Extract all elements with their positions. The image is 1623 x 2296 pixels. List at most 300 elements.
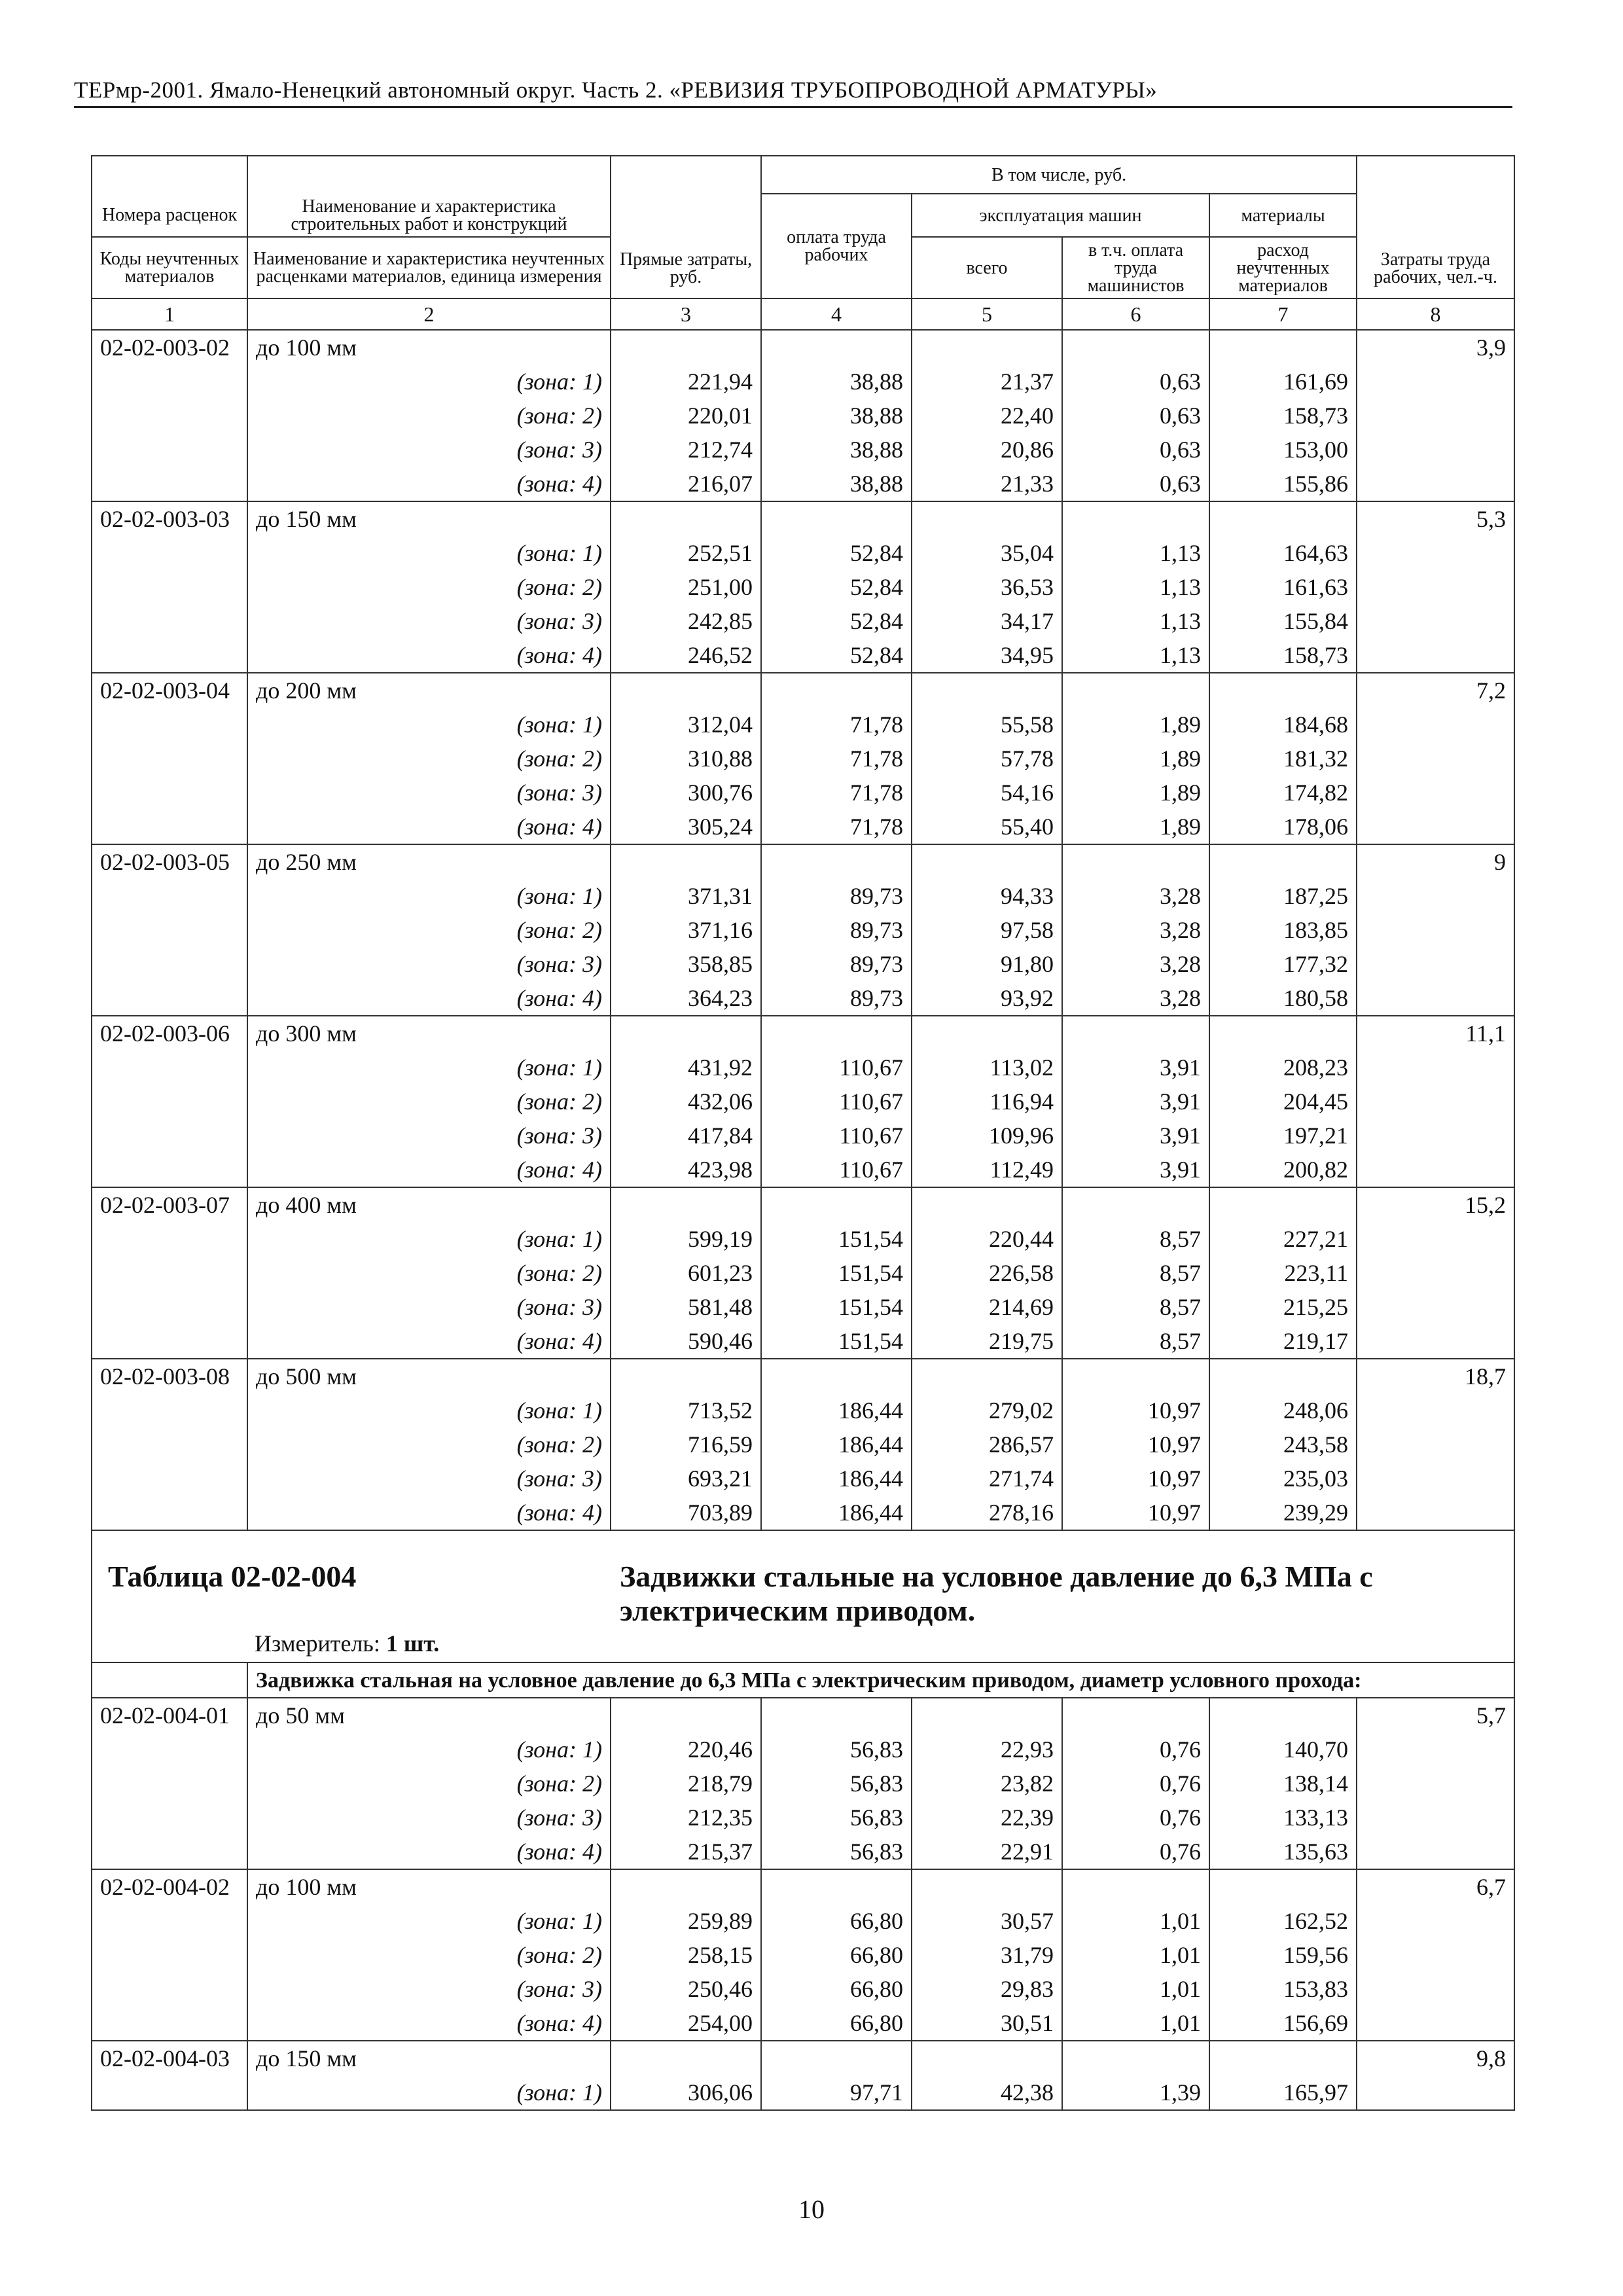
operator-wages: 3,91: [1062, 1050, 1209, 1085]
machines-total: 286,57: [912, 1427, 1062, 1462]
operator-wages: 3,28: [1062, 981, 1209, 1016]
empty-cell: [92, 1256, 247, 1290]
header-wages: оплата труда рабочих: [761, 194, 912, 298]
empty-cell: [1209, 1698, 1357, 1732]
empty-cell: [611, 1869, 761, 1904]
zone-row: [92, 913, 1514, 947]
direct-costs: 246,52: [611, 638, 761, 673]
empty-cell: [92, 1324, 247, 1359]
empty-cell: [1357, 810, 1514, 844]
direct-costs: 703,89: [611, 1496, 761, 1530]
machines-total: 22,40: [912, 399, 1062, 433]
header-blank: [92, 156, 247, 194]
zone-label: (зона: 2): [247, 1938, 611, 1972]
empty-cell: [1209, 673, 1357, 708]
empty-cell: [912, 844, 1062, 879]
direct-costs: 358,85: [611, 947, 761, 981]
rate-row: [92, 844, 1514, 879]
machines-total: 36,53: [912, 570, 1062, 604]
empty-cell: [92, 913, 247, 947]
empty-cell: [1357, 1119, 1514, 1153]
zone-label: (зона: 2): [247, 913, 611, 947]
page-number: 10: [798, 2195, 825, 2224]
empty-cell: [92, 708, 247, 742]
zone-row: [92, 1767, 1514, 1801]
empty-cell: [92, 1222, 247, 1256]
empty-cell: [611, 673, 761, 708]
machines-total: 23,82: [912, 1767, 1062, 1801]
zone-row: [92, 570, 1514, 604]
operator-wages: 10,97: [1062, 1427, 1209, 1462]
rate-name: до 500 мм: [247, 1359, 611, 1393]
rate-name: до 250 мм: [247, 844, 611, 879]
empty-cell: [1062, 673, 1209, 708]
rate-name: до 400 мм: [247, 1187, 611, 1222]
zone-row: [92, 1462, 1514, 1496]
materials-cost: 239,29: [1209, 1496, 1357, 1530]
empty-cell: [92, 1801, 247, 1835]
header-name: Наименование и характеристика строительных работ и конструкций: [247, 194, 611, 237]
materials-cost: 183,85: [1209, 913, 1357, 947]
empty-cell: [912, 1187, 1062, 1222]
empty-cell: [611, 1359, 761, 1393]
empty-cell: [92, 1290, 247, 1324]
direct-costs: 713,52: [611, 1393, 761, 1427]
empty-cell: [92, 1050, 247, 1085]
direct-costs: 252,51: [611, 536, 761, 570]
rate-code: 02-02-003-05: [92, 844, 247, 879]
direct-costs: 693,21: [611, 1462, 761, 1496]
worker-wages: 56,83: [761, 1767, 912, 1801]
zone-row: [92, 776, 1514, 810]
materials-cost: 133,13: [1209, 1801, 1357, 1835]
rate-code: 02-02-003-07: [92, 1187, 247, 1222]
materials-cost: 177,32: [1209, 947, 1357, 981]
direct-costs: 216,07: [611, 467, 761, 501]
zone-label: (зона: 3): [247, 604, 611, 638]
zone-row: [92, 1938, 1514, 1972]
worker-wages: 89,73: [761, 947, 912, 981]
machines-total: 22,91: [912, 1835, 1062, 1869]
empty-cell: [92, 1496, 247, 1530]
operator-wages: 10,97: [1062, 1462, 1209, 1496]
materials-cost: 159,56: [1209, 1938, 1357, 1972]
materials-cost: 161,63: [1209, 570, 1357, 604]
empty-cell: [611, 2041, 761, 2075]
header-codes: Номера расценок: [92, 194, 247, 237]
operator-wages: 1,13: [1062, 536, 1209, 570]
materials-cost: 156,69: [1209, 2006, 1357, 2041]
empty-cell: [1062, 330, 1209, 365]
empty-cell: [1357, 1290, 1514, 1324]
materials-cost: 181,32: [1209, 742, 1357, 776]
machines-total: 109,96: [912, 1119, 1062, 1153]
machines-total: 42,38: [912, 2075, 1062, 2110]
worker-wages: 71,78: [761, 810, 912, 844]
machines-total: 278,16: [912, 1496, 1062, 1530]
materials-cost: 204,45: [1209, 1085, 1357, 1119]
machines-total: 271,74: [912, 1462, 1062, 1496]
machines-total: 21,37: [912, 365, 1062, 399]
zone-row: [92, 1904, 1514, 1938]
operator-wages: 3,91: [1062, 1153, 1209, 1187]
empty-cell: [92, 1153, 247, 1187]
materials-cost: 215,25: [1209, 1290, 1357, 1324]
materials-cost: 248,06: [1209, 1393, 1357, 1427]
operator-wages: 0,76: [1062, 1835, 1209, 1869]
rate-name: до 150 мм: [247, 2041, 611, 2075]
worker-wages: 56,83: [761, 1835, 912, 1869]
header-material-names: Наименование и характеристика неучтенных расценками материалов, единица измерения: [247, 237, 611, 298]
materials-cost: 180,58: [1209, 981, 1357, 1016]
zone-label: (зона: 4): [247, 638, 611, 673]
empty-cell: [1062, 1869, 1209, 1904]
operator-wages: 1,01: [1062, 1972, 1209, 2006]
operator-wages: 3,28: [1062, 913, 1209, 947]
worker-wages: 89,73: [761, 879, 912, 913]
rate-code: 02-02-004-01: [92, 1698, 247, 1732]
zone-row: [92, 1290, 1514, 1324]
header-materials-use: расход неучтенных материалов: [1209, 237, 1357, 298]
zone-label: (зона: 4): [247, 467, 611, 501]
empty-cell: [1357, 1767, 1514, 1801]
empty-cell: [92, 1904, 247, 1938]
direct-costs: 212,35: [611, 1801, 761, 1835]
operator-wages: 0,76: [1062, 1767, 1209, 1801]
zone-label: (зона: 3): [247, 947, 611, 981]
empty-cell: [1209, 501, 1357, 536]
empty-cell: [761, 673, 912, 708]
empty-cell: [1357, 1938, 1514, 1972]
operator-wages: 8,57: [1062, 1222, 1209, 1256]
materials-cost: 219,17: [1209, 1324, 1357, 1359]
worker-wages: 186,44: [761, 1462, 912, 1496]
direct-costs: 590,46: [611, 1324, 761, 1359]
empty-cell: [92, 365, 247, 399]
column-number: 8: [1357, 298, 1514, 330]
machines-total: 35,04: [912, 536, 1062, 570]
worker-wages: 66,80: [761, 1938, 912, 1972]
operator-wages: 0,63: [1062, 399, 1209, 433]
empty-cell: [92, 1393, 247, 1427]
rate-row: [92, 1869, 1514, 1904]
rate-row: [92, 501, 1514, 536]
empty-cell: [1357, 913, 1514, 947]
labor-hours: 18,7: [1357, 1359, 1514, 1393]
zone-row: [92, 1496, 1514, 1530]
materials-cost: 200,82: [1209, 1153, 1357, 1187]
empty-cell: [92, 879, 247, 913]
labor-hours: 9: [1357, 844, 1514, 879]
materials-cost: 155,86: [1209, 467, 1357, 501]
rate-code: 02-02-003-06: [92, 1016, 247, 1050]
rate-row: [92, 1187, 1514, 1222]
direct-costs: 300,76: [611, 776, 761, 810]
machines-total: 55,58: [912, 708, 1062, 742]
machines-total: 93,92: [912, 981, 1062, 1016]
zone-label: (зона: 4): [247, 2006, 611, 2041]
operator-wages: 3,28: [1062, 947, 1209, 981]
zone-row: [92, 638, 1514, 673]
labor-hours: 9,8: [1357, 2041, 1514, 2075]
empty-cell: [1357, 399, 1514, 433]
worker-wages: 89,73: [761, 913, 912, 947]
empty-cell: [1357, 879, 1514, 913]
empty-cell: [1357, 1324, 1514, 1359]
zone-row: [92, 1153, 1514, 1187]
empty-cell: [912, 1016, 1062, 1050]
direct-costs: 601,23: [611, 1256, 761, 1290]
zone-label: (зона: 1): [247, 1393, 611, 1427]
worker-wages: 151,54: [761, 1290, 912, 1324]
machines-total: 31,79: [912, 1938, 1062, 1972]
direct-costs: 423,98: [611, 1153, 761, 1187]
empty-cell: [611, 1016, 761, 1050]
operator-wages: 0,63: [1062, 365, 1209, 399]
operator-wages: 0,76: [1062, 1732, 1209, 1767]
empty-cell: [1062, 2041, 1209, 2075]
zone-label: (зона: 3): [247, 1972, 611, 2006]
operator-wages: 1,89: [1062, 742, 1209, 776]
worker-wages: 151,54: [761, 1324, 912, 1359]
worker-wages: 89,73: [761, 981, 912, 1016]
machines-total: 214,69: [912, 1290, 1062, 1324]
empty-cell: [92, 1427, 247, 1462]
zone-row: [92, 981, 1514, 1016]
empty-cell: [1357, 776, 1514, 810]
materials-cost: 153,00: [1209, 433, 1357, 467]
empty-cell: [92, 1732, 247, 1767]
header-group-materials: материалы: [1209, 194, 1357, 237]
direct-costs: 259,89: [611, 1904, 761, 1938]
empty-cell: [92, 2075, 247, 2110]
machines-total: 29,83: [912, 1972, 1062, 2006]
empty-cell: [92, 1462, 247, 1496]
caption-row: [92, 1530, 1514, 1662]
worker-wages: 186,44: [761, 1427, 912, 1462]
operator-wages: 1,89: [1062, 776, 1209, 810]
empty-cell: [611, 844, 761, 879]
empty-cell: [1357, 1393, 1514, 1427]
empty-cell: [912, 1869, 1062, 1904]
empty-cell: [92, 810, 247, 844]
materials-cost: 178,06: [1209, 810, 1357, 844]
empty-cell: [1357, 1256, 1514, 1290]
empty-cell: [92, 467, 247, 501]
rate-name: до 100 мм: [247, 330, 611, 365]
operator-wages: 10,97: [1062, 1393, 1209, 1427]
empty-cell: [912, 330, 1062, 365]
worker-wages: 97,71: [761, 2075, 912, 2110]
direct-costs: 417,84: [611, 1119, 761, 1153]
measure-value: 1 шт.: [385, 1630, 440, 1657]
materials-cost: 138,14: [1209, 1767, 1357, 1801]
empty-cell: [1357, 1222, 1514, 1256]
zone-row: [92, 2075, 1514, 2110]
empty-cell: [92, 399, 247, 433]
column-number: 2: [247, 298, 611, 330]
worker-wages: 52,84: [761, 638, 912, 673]
zone-label: (зона: 2): [247, 570, 611, 604]
empty-cell: [761, 1869, 912, 1904]
empty-cell: [912, 2041, 1062, 2075]
operator-wages: 1,13: [1062, 638, 1209, 673]
empty-cell: [92, 981, 247, 1016]
worker-wages: 38,88: [761, 365, 912, 399]
rate-code: 02-02-004-02: [92, 1869, 247, 1904]
zone-label: (зона: 4): [247, 1153, 611, 1187]
labor-hours: 5,7: [1357, 1698, 1514, 1732]
zone-row: [92, 1050, 1514, 1085]
empty-cell: [1357, 1050, 1514, 1085]
machines-total: 34,17: [912, 604, 1062, 638]
worker-wages: 71,78: [761, 742, 912, 776]
worker-wages: 66,80: [761, 1904, 912, 1938]
empty-cell: [761, 1698, 912, 1732]
direct-costs: 220,01: [611, 399, 761, 433]
empty-cell: [1209, 1869, 1357, 1904]
zone-label: (зона: 1): [247, 1050, 611, 1085]
direct-costs: 215,37: [611, 1835, 761, 1869]
materials-cost: 164,63: [1209, 536, 1357, 570]
empty-cell: [761, 1359, 912, 1393]
operator-wages: 1,89: [1062, 810, 1209, 844]
rate-row: [92, 1698, 1514, 1732]
zone-row: [92, 433, 1514, 467]
empty-cell: [92, 1662, 247, 1698]
zone-row: [92, 1732, 1514, 1767]
zone-label: (зона: 1): [247, 365, 611, 399]
direct-costs: 432,06: [611, 1085, 761, 1119]
worker-wages: 71,78: [761, 708, 912, 742]
machines-total: 112,49: [912, 1153, 1062, 1187]
direct-costs: 364,23: [611, 981, 761, 1016]
direct-costs: 212,74: [611, 433, 761, 467]
rate-code: 02-02-003-04: [92, 673, 247, 708]
empty-cell: [761, 330, 912, 365]
direct-costs: 221,94: [611, 365, 761, 399]
direct-costs: 251,00: [611, 570, 761, 604]
empty-cell: [1357, 1462, 1514, 1496]
empty-cell: [1357, 981, 1514, 1016]
operator-wages: 0,63: [1062, 433, 1209, 467]
rate-row: [92, 1016, 1514, 1050]
direct-costs: 254,00: [611, 2006, 761, 2041]
zone-label: (зона: 2): [247, 1767, 611, 1801]
empty-cell: [1209, 330, 1357, 365]
zone-row: [92, 1835, 1514, 1869]
empty-cell: [1357, 536, 1514, 570]
empty-cell: [1357, 1972, 1514, 2006]
worker-wages: 52,84: [761, 570, 912, 604]
table-number: Таблица 02-02-004: [108, 1560, 357, 1593]
machines-total: 54,16: [912, 776, 1062, 810]
labor-hours: 5,3: [1357, 501, 1514, 536]
labor-hours: 15,2: [1357, 1187, 1514, 1222]
machines-total: 20,86: [912, 433, 1062, 467]
rate-code: 02-02-004-03: [92, 2041, 247, 2075]
rate-name: до 100 мм: [247, 1869, 611, 1904]
direct-costs: 305,24: [611, 810, 761, 844]
materials-cost: 223,11: [1209, 1256, 1357, 1290]
empty-cell: [92, 1835, 247, 1869]
empty-cell: [92, 638, 247, 673]
direct-costs: 431,92: [611, 1050, 761, 1085]
operator-wages: 8,57: [1062, 1324, 1209, 1359]
empty-cell: [611, 1698, 761, 1732]
zone-row: [92, 604, 1514, 638]
operator-wages: 8,57: [1062, 1290, 1209, 1324]
rate-row: [92, 2041, 1514, 2075]
zone-label: (зона: 3): [247, 433, 611, 467]
materials-cost: 235,03: [1209, 1462, 1357, 1496]
zone-label: (зона: 4): [247, 1324, 611, 1359]
zone-row: [92, 467, 1514, 501]
empty-cell: [1357, 1732, 1514, 1767]
zone-label: (зона: 1): [247, 1904, 611, 1938]
machines-total: 116,94: [912, 1085, 1062, 1119]
empty-cell: [92, 604, 247, 638]
empty-cell: [1357, 1085, 1514, 1119]
labor-hours: 6,7: [1357, 1869, 1514, 1904]
empty-cell: [761, 1187, 912, 1222]
empty-cell: [912, 1698, 1062, 1732]
zone-label: (зона: 4): [247, 810, 611, 844]
header-group-machines: эксплуатация машин: [912, 194, 1209, 237]
machines-total: 55,40: [912, 810, 1062, 844]
worker-wages: 38,88: [761, 399, 912, 433]
zone-label: (зона: 1): [247, 2075, 611, 2110]
empty-cell: [1062, 1698, 1209, 1732]
direct-costs: 310,88: [611, 742, 761, 776]
empty-cell: [1357, 604, 1514, 638]
direct-costs: 218,79: [611, 1767, 761, 1801]
empty-cell: [92, 1767, 247, 1801]
zone-label: (зона: 4): [247, 1496, 611, 1530]
materials-cost: 243,58: [1209, 1427, 1357, 1462]
worker-wages: 38,88: [761, 433, 912, 467]
materials-cost: 158,73: [1209, 399, 1357, 433]
zone-label: (зона: 3): [247, 1462, 611, 1496]
zone-label: (зона: 2): [247, 1085, 611, 1119]
empty-cell: [92, 433, 247, 467]
header-material-codes: Коды неучтенных материалов: [92, 237, 247, 298]
worker-wages: 151,54: [761, 1256, 912, 1290]
zone-row: [92, 1972, 1514, 2006]
worker-wages: 52,84: [761, 604, 912, 638]
direct-costs: 716,59: [611, 1427, 761, 1462]
zone-row: [92, 947, 1514, 981]
empty-cell: [1357, 433, 1514, 467]
zone-row: [92, 1085, 1514, 1119]
zone-row: [92, 708, 1514, 742]
rate-code: 02-02-003-02: [92, 330, 247, 365]
rate-row: [92, 673, 1514, 708]
header-labor: Затраты труда рабочих, чел.-ч.: [1357, 156, 1514, 298]
empty-cell: [912, 501, 1062, 536]
column-number: 4: [761, 298, 912, 330]
operator-wages: 3,91: [1062, 1119, 1209, 1153]
worker-wages: 66,80: [761, 1972, 912, 2006]
worker-wages: 186,44: [761, 1393, 912, 1427]
rate-name: до 50 мм: [247, 1698, 611, 1732]
measure-unit: [255, 1626, 439, 1660]
materials-cost: 197,21: [1209, 1119, 1357, 1153]
header-rule: [74, 106, 1512, 108]
direct-costs: 306,06: [611, 2075, 761, 2110]
empty-cell: [912, 1359, 1062, 1393]
operator-wages: 8,57: [1062, 1256, 1209, 1290]
